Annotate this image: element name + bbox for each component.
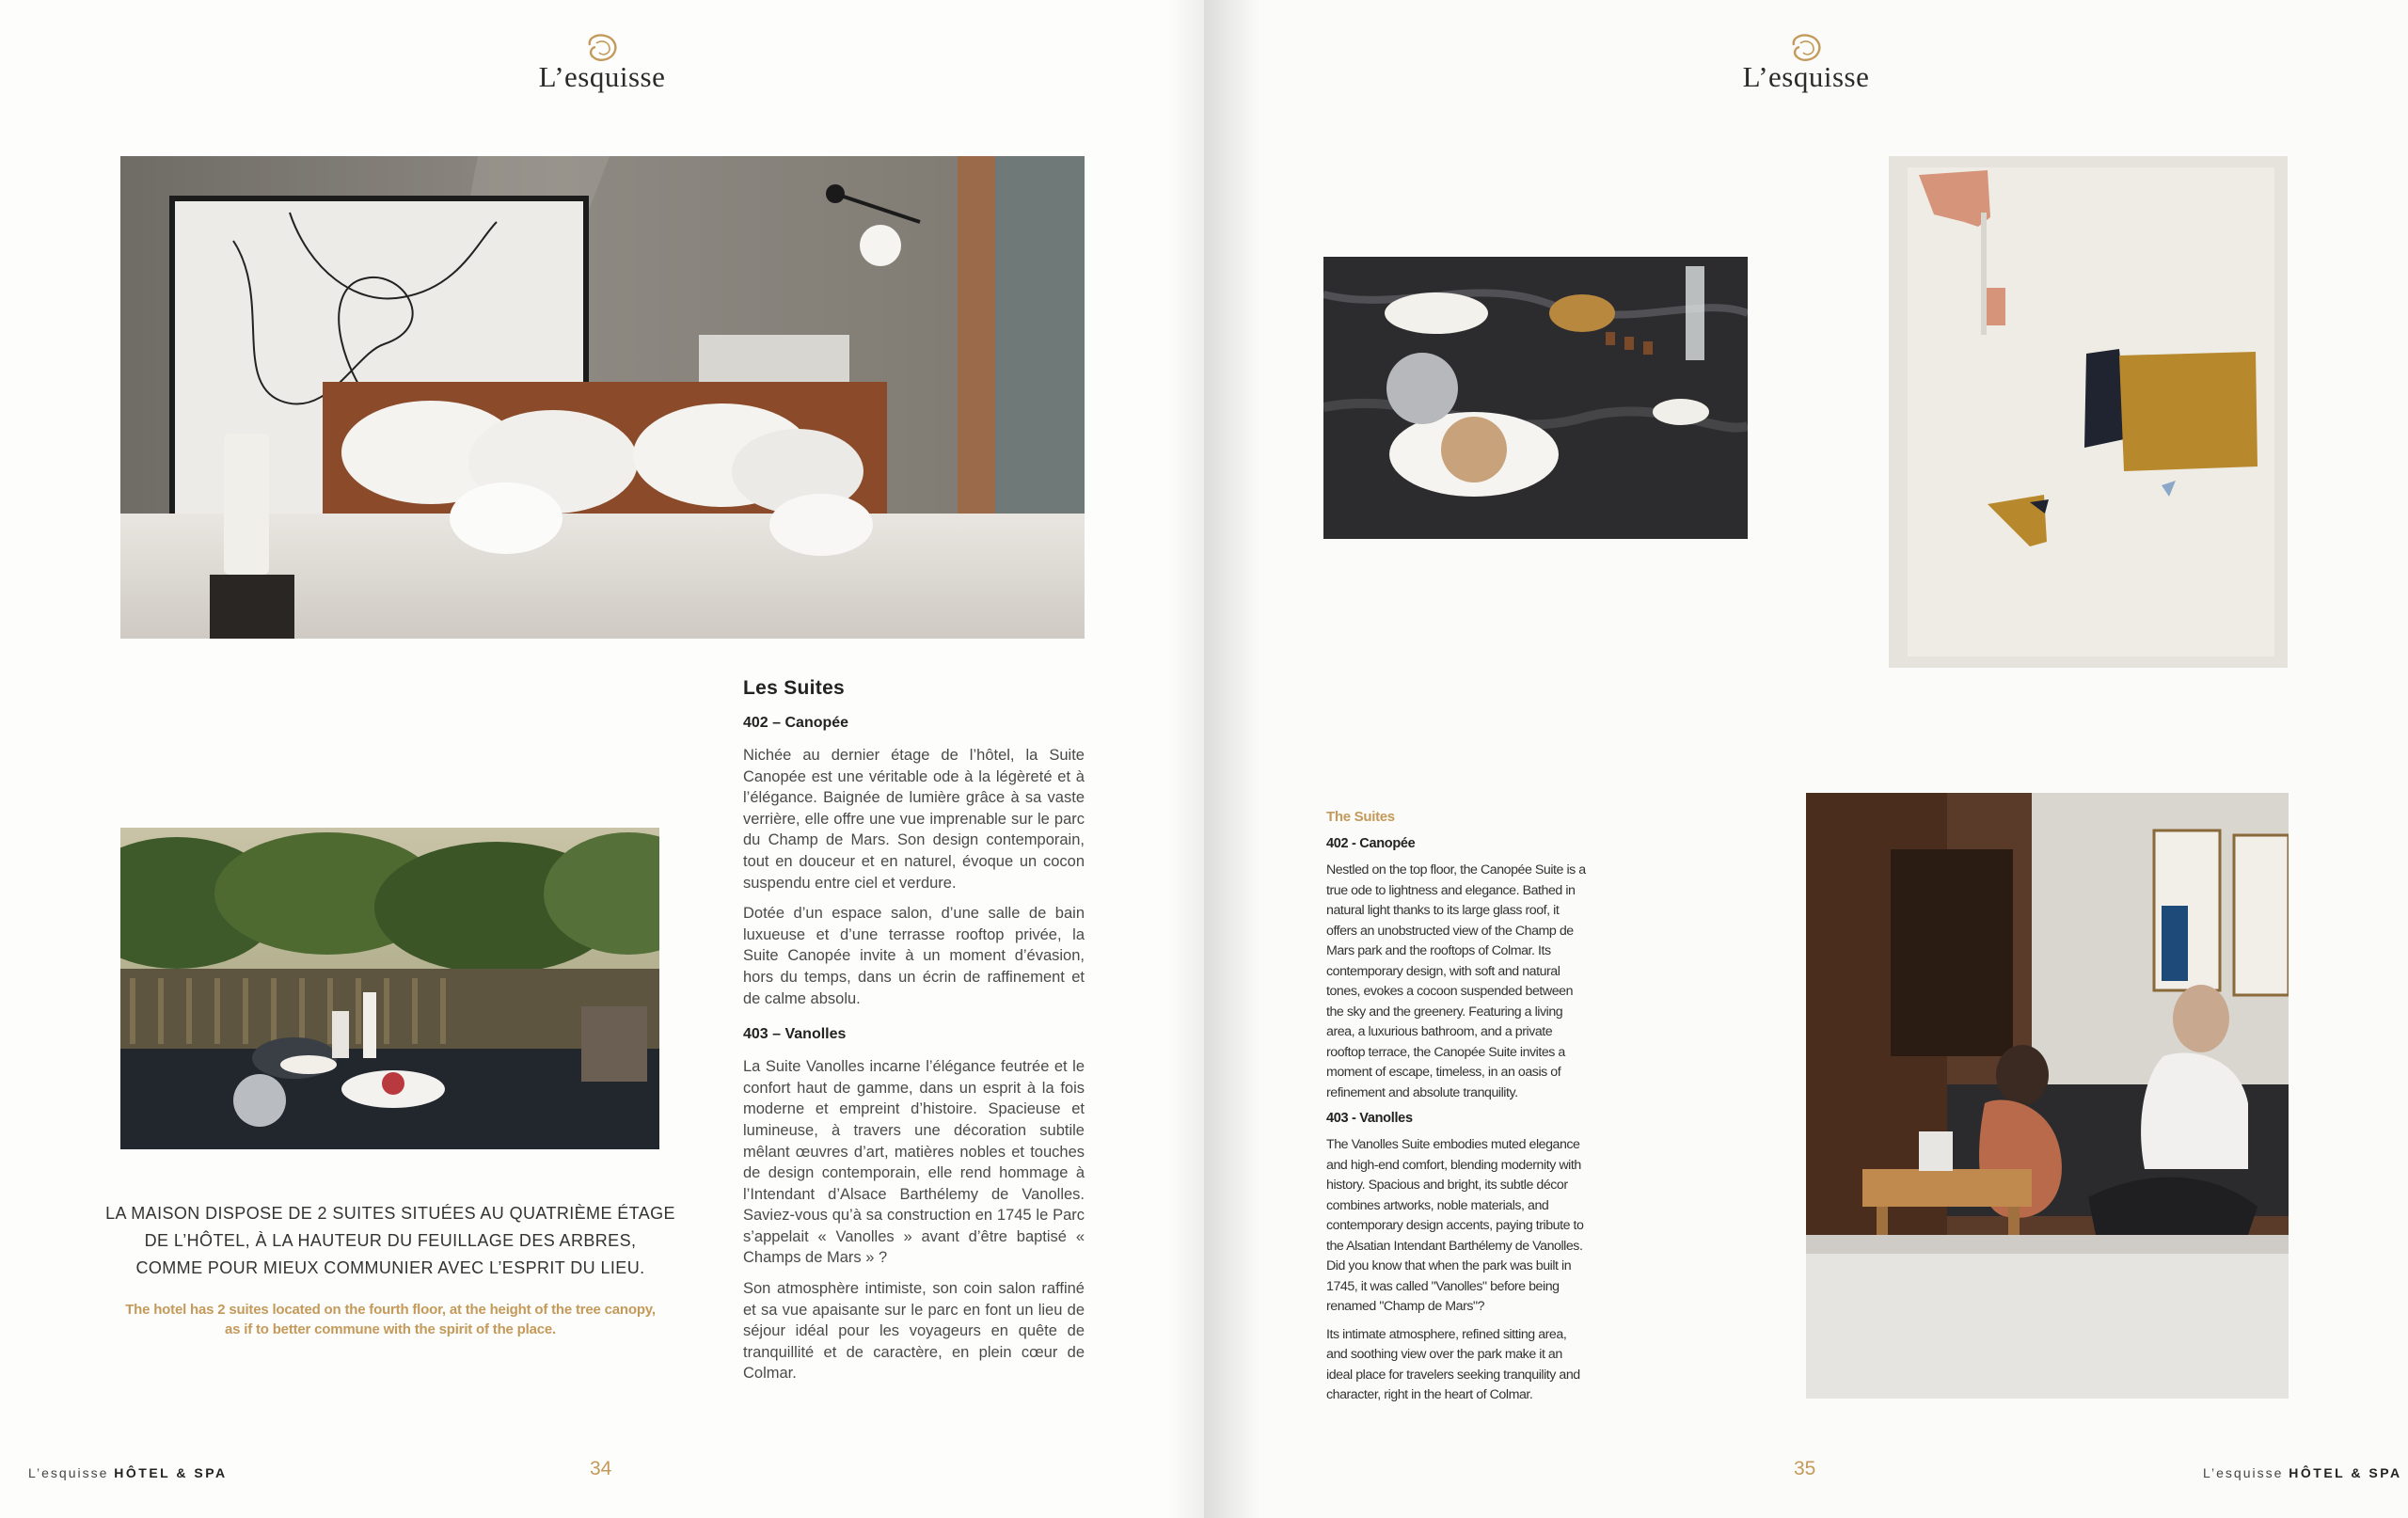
footer-brand-suffix: HÔTEL & SPA: [2289, 1465, 2402, 1480]
suite-vanolles-paragraph-2: Its intimate atmosphere, refined sitting area, and soothing view over the park make it an ideal place for travelers seeking tranquility and character, right in the heart of Colmar.: [1326, 1326, 1580, 1402]
highlight-fr-line: DE L’HÔTEL, À LA HAUTEUR DU FEUILLAGE DES ARBRES,: [144, 1231, 637, 1250]
logo-wordmark: L’esquisse: [1742, 60, 1870, 93]
oyster-logo-icon: [582, 32, 622, 64]
oyster-logo-icon: [1786, 32, 1826, 64]
footer-brand: [28, 1465, 228, 1480]
section-title: Les Suites: [743, 677, 846, 699]
bedroom-photo: [120, 156, 1085, 639]
suite-vanolles-paragraph-2: Son atmosphère intimiste, son coin salon raffiné et sa vue apaisante sur le parc en font un lieu de séjour idéal pour les voyageurs en quête de tranquillité et de caractère, en plein cœur de Colmar.: [743, 1280, 1085, 1383]
header-logo: [1712, 32, 1900, 94]
highlight-fr-line: LA MAISON DISPOSE DE 2 SUITES SITUÉES AU QUATRIÈME ÉTAGE: [105, 1204, 675, 1223]
footer-brand: [2203, 1465, 2402, 1480]
highlight-en: [103, 1300, 677, 1339]
suite-vanolles-title: 403 – Vanolles: [743, 1026, 847, 1043]
footer-brand-name: L’esquisse: [28, 1465, 109, 1480]
dining-photo: [1323, 257, 1748, 539]
page-number: 35: [1794, 1458, 1816, 1479]
footer-brand-name: L’esquisse: [2203, 1465, 2284, 1480]
lounge-photo: [1806, 793, 2289, 1399]
suite-canopee-title: 402 - Canopée: [1326, 836, 1416, 851]
highlight-en-line: The hotel has 2 suites located on the fourth floor, at the height of the tree canopy,: [125, 1302, 656, 1318]
terrace-photo: [120, 828, 659, 1149]
suites-text-fr: [743, 677, 1085, 1394]
suite-canopee-paragraph-2: Dotée d’un espace salon, d’une salle de bain luxueuse et d’une terrasse rooftop privée, la Suite Canopée invite à un moment d’évasion, hors du temps, dans un écrin de raffinement et de calme absolu.: [743, 905, 1085, 1007]
suite-canopee-paragraph-1: Nichée au dernier étage de l’hôtel, la Suite Canopée est une véritable ode à la légèreté et à l’élégance. Baignée de lumière grâce à sa vaste verrière, elle offre une vue imprenable sur le parc du Champ de Mars. Son design contemporain, tout en douceur et en naturel, évoque un cocon suspendu entre ciel et verdure.: [743, 747, 1085, 892]
suite-vanolles-title: 403 - Vanolles: [1326, 1111, 1413, 1126]
artwork-photo: [1889, 156, 2288, 668]
page-number: 34: [590, 1458, 612, 1479]
highlight-en-line: as if to better commune with the spirit of the place.: [225, 1321, 556, 1337]
section-title: The Suites: [1326, 809, 1395, 825]
header-logo: [508, 32, 696, 94]
suite-vanolles-paragraph-1: The Vanolles Suite embodies muted elegance and high-end comfort, blending modernity with history. Spacious and bright, its subtle décor combines artworks, noble materials, and contemporary design accents, paying tribute to the Alsatian Intendant Barthélemy de Vanolles. Did you know that when the park was built in 1745, it was called "Vanolles" before being renamed "Champ de Mars"?: [1326, 1137, 1584, 1314]
suite-canopee-title: 402 – Canopée: [743, 715, 849, 731]
logo-wordmark: L’esquisse: [538, 60, 666, 93]
right-page: [1204, 0, 2408, 1518]
footer-brand-suffix: HÔTEL & SPA: [114, 1465, 228, 1480]
gutter-shadow: [1166, 0, 1204, 1518]
gutter-shadow: [1204, 0, 1260, 1518]
suites-text-en: [1326, 809, 1588, 1414]
highlight-fr: [103, 1200, 677, 1282]
highlight-fr-line: COMME POUR MIEUX COMMUNIER AVEC L’ESPRIT DU LIEU.: [135, 1258, 645, 1277]
suite-vanolles-paragraph-1: La Suite Vanolles incarne l’élégance feutrée et le confort haut de gamme, dans un esprit à la fois moderne et empreint d’histoire. Spacieuse et lumineuse, à travers une décoration subtile mêlant œuvres d’art, matières nobles et touches de design contemporain, elle rend hommage à l’Intendant d’Alsace Barthélemy de Vanolles. Saviez-vous qu’à sa construction en 1745 le Parc s’appelait « Vanolles » avant d’être baptisé « Champs de Mars » ?: [743, 1058, 1085, 1267]
suite-canopee-paragraph: Nestled on the top floor, the Canopée Suite is a true ode to lightness and elegance. Bathed in natural light thanks to its large glass roof, it offers an unobstructed view of the Champ de Mars park and the rooftops of Colmar. Its contemporary design, with soft and natural tones, evokes a cocoon suspended between the sky and the greenery. Featuring a living area, a luxurious bathroom, and a private rooftop terrace, the Canopée Suite invites a moment of escape, timeless, in an oasis of refinement and absolute tranquility.: [1326, 862, 1586, 1100]
